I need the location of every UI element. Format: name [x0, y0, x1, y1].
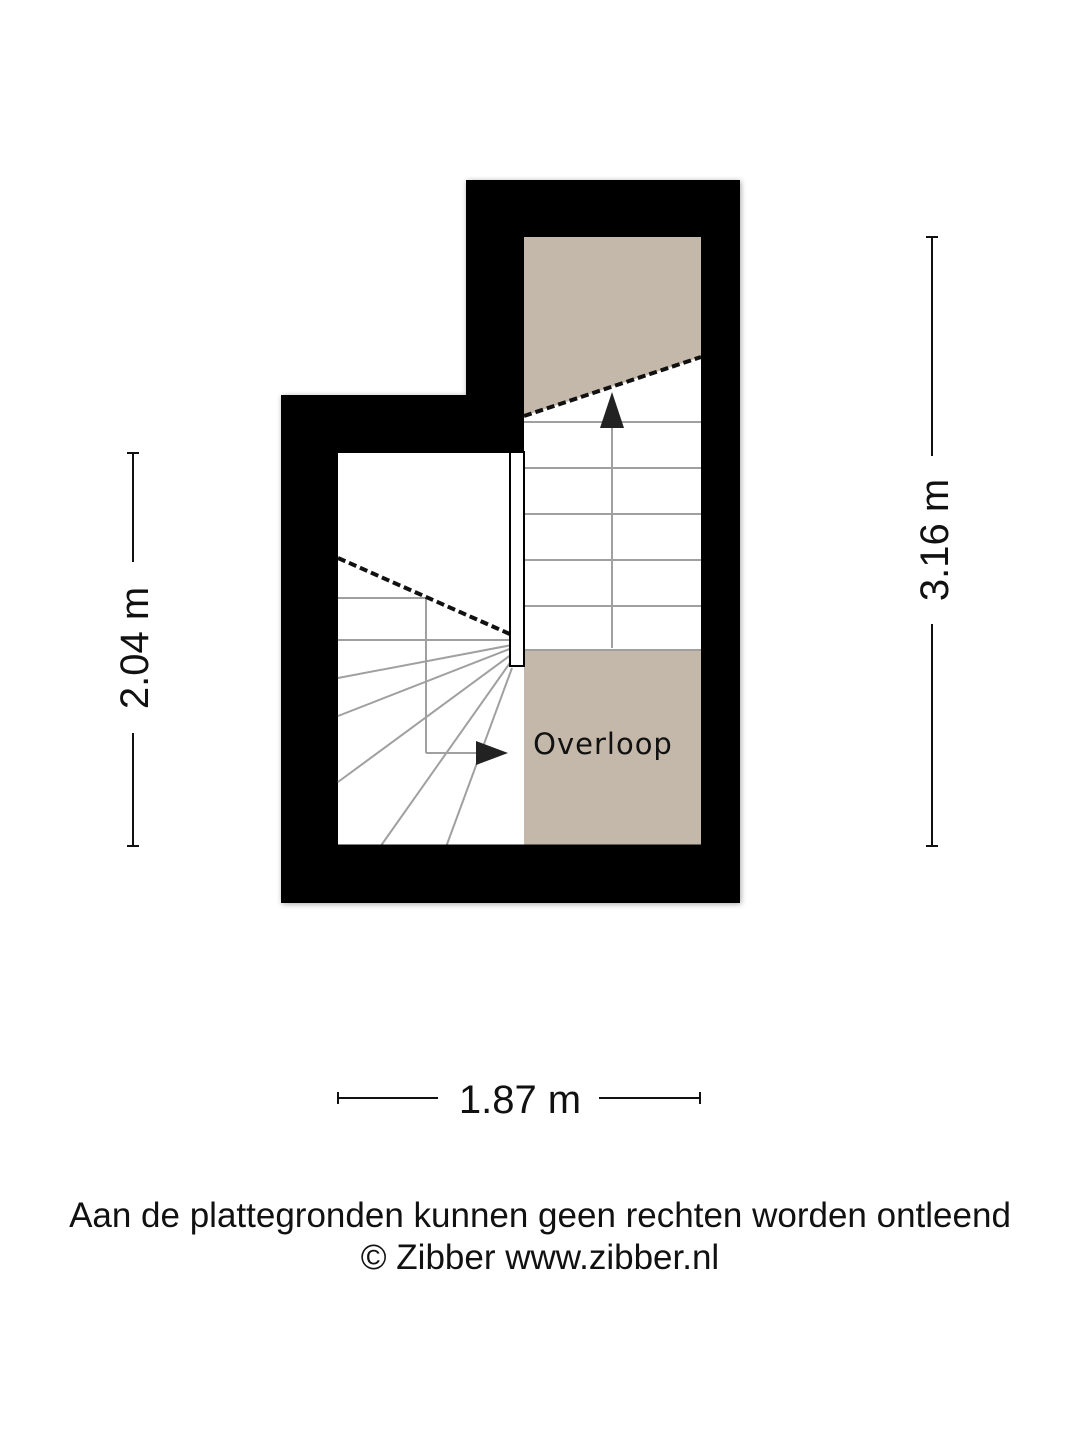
- dimension-left-label: 2.04 m: [113, 586, 157, 710]
- footer-copyright: © Zibber www.zibber.nl: [360, 1238, 720, 1277]
- handrail: [510, 452, 524, 666]
- room-label-overloop: Overloop: [533, 727, 673, 761]
- footer-disclaimer: Aan de plattegronden kunnen geen rechten worden ontleend: [69, 1196, 1011, 1235]
- dimension-bottom-label: 1.87 m: [458, 1078, 582, 1122]
- dimension-right-label: 3.16 m: [913, 478, 957, 602]
